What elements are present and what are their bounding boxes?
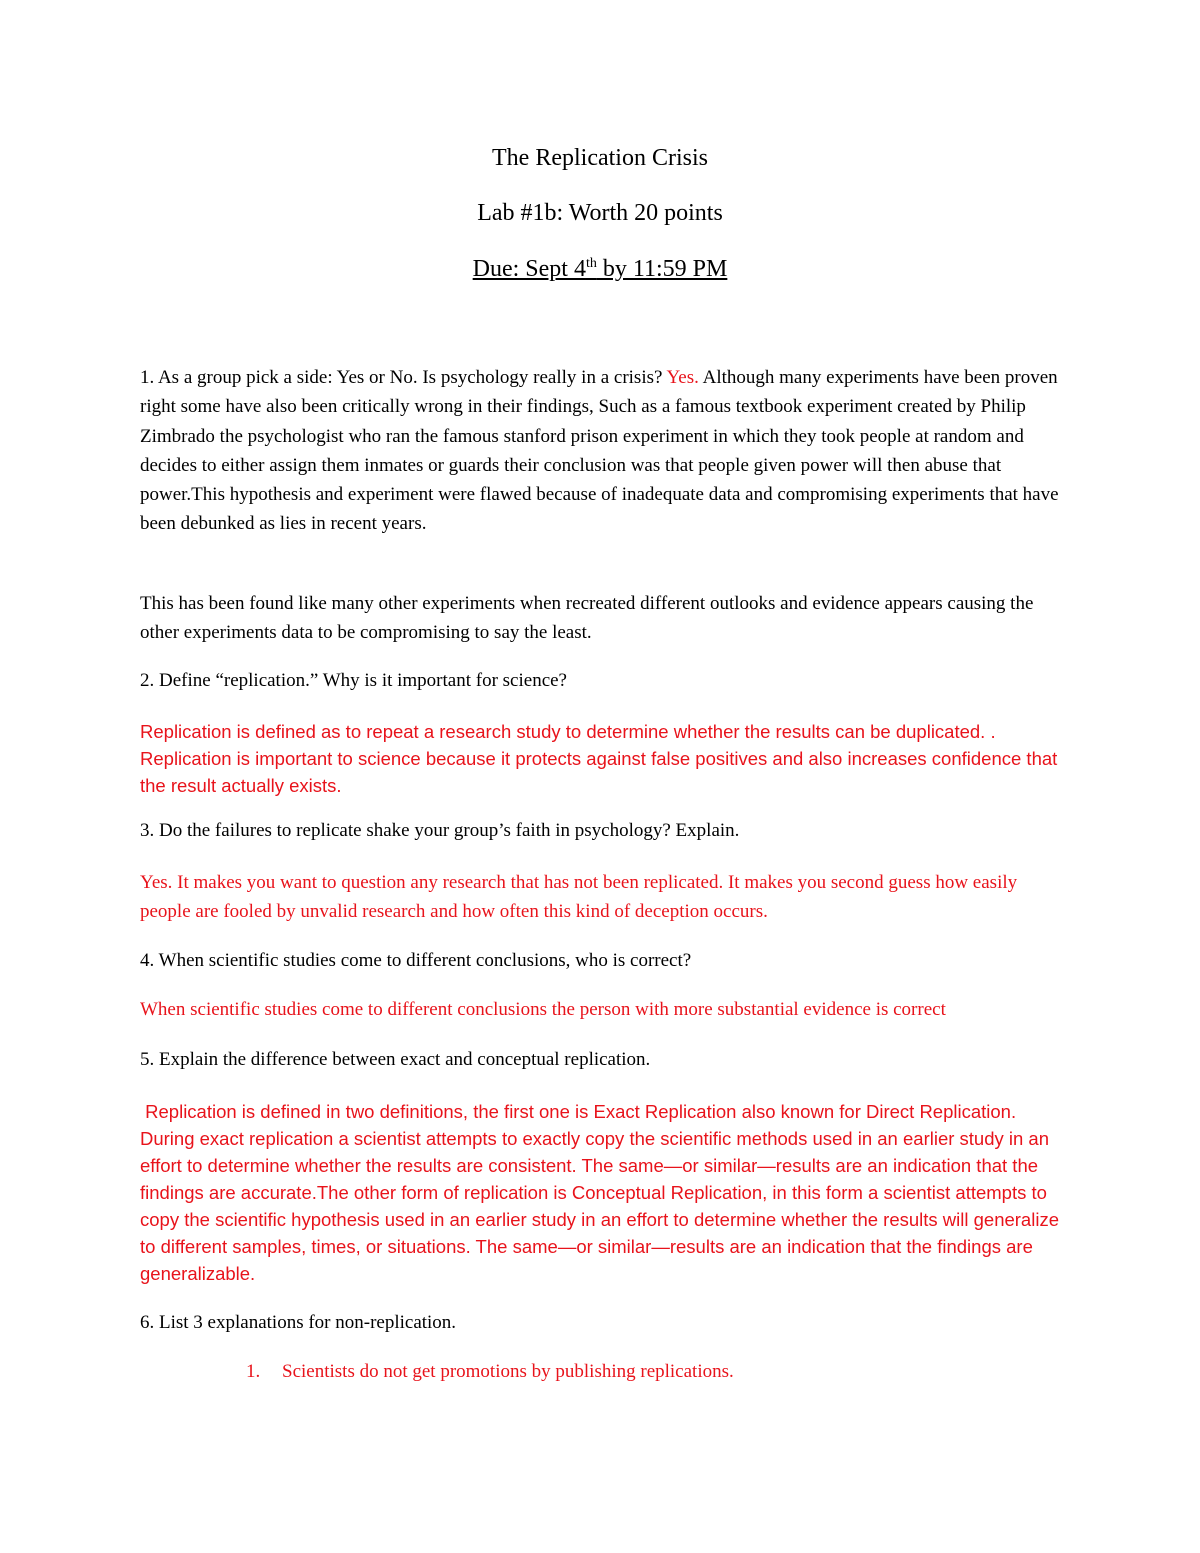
question-5: 5. Explain the difference between exact and conceptual replication. [140, 1049, 651, 1070]
question-3: 3. Do the failures to replicate shake your group’s faith in psychology? Explain. [140, 820, 740, 841]
answer-1-followup: This has been found like many other experiments when recreated different outlooks and evidence appears causing the other experiments data to be compromising to say the least. [140, 593, 1034, 644]
due-date [0, 256, 1200, 283]
list-item [246, 1361, 734, 1383]
due-suffix: by 11:59 PM [596, 256, 728, 282]
due-superscript: th [585, 256, 597, 271]
answer-1-text: Although many experiments have been proven right some have also been critically wrong in their findings, Such as a famous textbook experiment created by Philip Zimbrado the psychologist who ran the famous stanford prison experiment in which they took people at random and decides to either assign them inmates or guards their conclusion was that people given power will then abuse that power.This hypothesis and experiment were flawed because of inadequate data and compromising experiments that have been debunked as lies in recent years. [140, 367, 1059, 535]
document-title: The Replication Crisis [492, 145, 708, 171]
answer-3: Yes. It makes you want to question any research that has not been replicated. It makes you second guess how easily people are fooled by unvalid research and how often this kind of deception occurs. [140, 872, 1018, 923]
question-1: 1. As a group pick a side: Yes or No. Is psychology really in a crisis? [140, 367, 663, 388]
list-item-text: Scientists do not get promotions by publishing replications. [282, 1361, 734, 1382]
question-2: 2. Define “replication.” Why is it important for science? [140, 670, 567, 691]
lab-subtitle: Lab #1b: Worth 20 points [477, 200, 723, 226]
question-1-paragraph [140, 363, 1065, 539]
question-6: 6. List 3 explanations for non-replication. [140, 1312, 457, 1333]
answer-5: Replication is defined in two definitions, the first one is Exact Replication also known for Direct Replication. During exact replication a scientist attempts to exactly copy the scientific methods used in an earlier study in an effort to determine whether the results are consistent. The same—or similar—results are an indication that the findings are accurate.The other form of replication is Conceptual Replication, in this form a scientist attempts to copy the scientific hypothesis used in an earlier study in an effort to determine whether the results will generalize to different samples, times, or situations. The same—or similar—results are an indication that the findings are generalizable. [140, 1101, 1065, 1284]
due-prefix: Due: Sept 4 [472, 256, 586, 282]
list-item-number: 1. [246, 1361, 261, 1382]
answer-4: When scientific studies come to different conclusions the person with more substantial evidence is correct [140, 999, 946, 1020]
answer-2: Replication is defined as to repeat a research study to determine whether the results can be duplicated. . Replication is important to science because it protects against false positives and also increases confidence that the result actually exists. [140, 721, 1058, 796]
answer-1-yes: Yes. [666, 367, 699, 388]
question-4: 4. When scientific studies come to different conclusions, who is correct? [140, 950, 692, 971]
